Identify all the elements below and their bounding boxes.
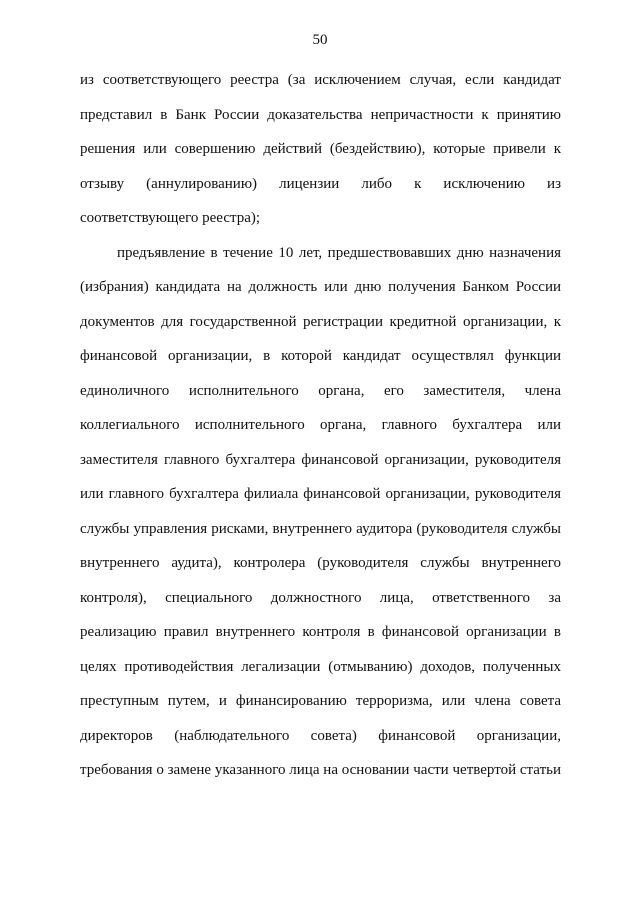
text-line-17: реализацию правил внутреннего контроля в финансовой организации в <box>80 624 561 640</box>
text-line-12: заместителя главного бухгалтера финансовой организации, руководителя <box>80 452 561 468</box>
text-line-19: преступным путем, и финансированию терроризма, или члена совета <box>80 693 561 709</box>
text-line-10: единоличного исполнительного органа, его заместителя, члена <box>80 383 561 399</box>
text-line-8: документов для государственной регистрации кредитной организации, к <box>80 314 561 330</box>
text-line-6: предъявление в течение 10 лет, предшествовавших дню назначения <box>117 245 561 261</box>
text-line-1: из соответствующего реестра (за исключением случая, если кандидат <box>80 72 561 88</box>
text-line-2: представил в Банк России доказательства непричастности к принятию <box>80 107 561 123</box>
text-line-3: решения или совершению действий (бездействию), которые привели к <box>80 141 561 157</box>
text-line-4: отзыву (аннулированию) лицензии либо к исключению из <box>80 176 561 192</box>
text-line-13: или главного бухгалтера филиала финансовой организации, руководителя <box>80 486 561 502</box>
text-line-20: директоров (наблюдательного совета) финансовой организации, <box>80 728 561 744</box>
page-number: 50 <box>312 32 328 48</box>
text-line-18: целях противодействия легализации (отмыванию) доходов, полученных <box>80 659 561 675</box>
text-line-11: коллегиального исполнительного органа, главного бухгалтера или <box>80 417 561 433</box>
text-line-7: (избрания) кандидата на должность или дню получения Банком России <box>80 279 561 295</box>
text-line-5: соответствующего реестра); <box>80 210 261 226</box>
text-line-14: службы управления рисками, внутреннего аудитора (руководителя службы <box>80 521 561 537</box>
text-line-16: контроля), специального должностного лица, ответственного за <box>80 590 561 606</box>
text-line-15: внутреннего аудита), контролера (руководителя службы внутреннего <box>80 555 561 571</box>
text-line-21: требования о замене указанного лица на основании части четвертой статьи <box>80 762 561 778</box>
text-line-9: финансовой организации, в которой кандидат осуществлял функции <box>80 348 561 364</box>
